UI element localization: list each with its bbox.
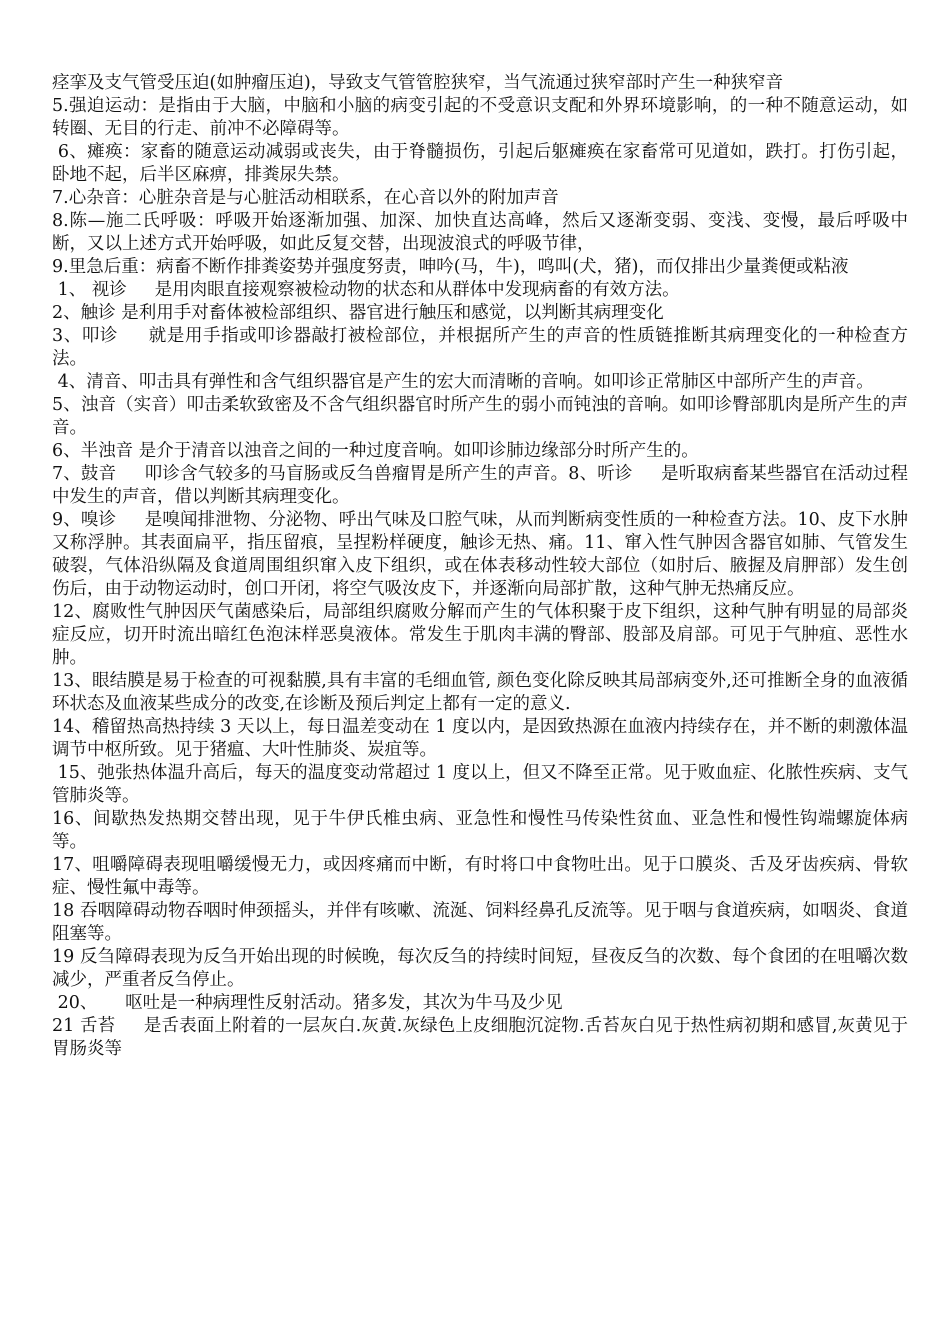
paragraph: 5.强迫运动：是指由于大脑，中脑和小脑的病变引起的不受意识支配和外界环境影响，的一种不随意运动，如转圈、无目的行走、前冲不必障碍等。: [52, 96, 908, 139]
paragraph: 5、浊音（实音）叩击柔软致密及不含气组织器官时所产生的弱小而钝浊的音响。如叩诊臀部肌肉是所产生的声音。: [52, 395, 908, 438]
paragraph: 15、弛张热体温升高后，每天的温度变动常超过 1 度以上，但又不降至正常。见于败血症、化脓性疾病、支气管肺炎等。: [52, 763, 908, 806]
paragraph: 6、半浊音 是介于清音以浊音之间的一种过度音响。如叩诊肺边缘部分时所产生的。: [52, 441, 699, 461]
paragraph: 21 舌苔 是舌表面上附着的一层灰白.灰黄.灰绿色上皮细胞沉淀物.舌苔灰白见于热性病初期和感冒,灰黄见于胃肠炎等: [52, 1016, 908, 1059]
document-body: [52, 72, 908, 1061]
paragraph: 2、触诊 是利用手对畜体被检部组织、器官进行触压和感觉，以判断其病理变化: [52, 303, 664, 323]
paragraph: 12、腐败性气肿因厌气菌感染后，局部组织腐败分解而产生的气体积聚于皮下组织，这种气肿有明显的局部炎症反应，切开时流出暗红色泡沫样恶臭液体。常发生于肌肉丰满的臀部、股部及肩部。可见于气肿疽、恶性水肿。: [52, 602, 908, 668]
paragraph: 13、眼结膜是易于检查的可视黏膜,具有丰富的毛细血管, 颜色变化除反映其局部病变外,还可推断全身的血液循环状态及血液某些成分的改变,在诊断及预后判定上都有一定的意义.: [52, 671, 908, 714]
paragraph: 9、嗅诊 是嗅闻排泄物、分泌物、呼出气味及口腔气味，从而判断病变性质的一种检查方法。10、皮下水肿又称浮肿。其表面扁平，指压留痕，呈捏粉样硬度，触诊无热、痛。11、窜入性气肿因含器官如肺、气管发生破裂，气体沿纵隔及食道周围组织窜入皮下组织，或在体表移动性较大部位（如肘后、腋握及肩胛部）发生创伤后，由于动物运动时，创口开闭，将空气吸汝皮下，并逐渐向局部扩散，这种气肿无热痛反应。: [52, 510, 908, 599]
paragraph: 9.里急后重：病畜不断作排粪姿势并强度努责，呻吟(马，牛)，鸣叫(犬，猪)，而仅排出少量粪便或粘液: [52, 257, 849, 277]
paragraph: 1、 视诊 是用肉眼直接观察被检动物的状态和从群体中发现病畜的有效方法。: [52, 280, 680, 300]
paragraph: 8.陈—施二氏呼吸：呼吸开始逐渐加强、加深、加快直达高峰，然后又逐渐变弱、变浅、变慢，最后呼吸中断，又以上述方式开始呼吸，如此反复交替，出现波浪式的呼吸节律，: [52, 211, 908, 254]
paragraph: 20、 呕吐是一种病理性反射活动。猪多发，其次为牛马及少见: [52, 993, 563, 1013]
paragraph: 7.心杂音：心脏杂音是与心脏活动相联系，在心音以外的附加声音: [52, 188, 559, 208]
paragraph: 3、叩诊 就是用手指或叩诊器敲打被检部位，并根据所产生的声音的性质链推断其病理变化的一种检查方法。: [52, 326, 908, 369]
paragraph: 4、清音、叩击具有弹性和含气组织器官是产生的宏大而清晰的音响。如叩诊正常肺区中部所产生的声音。: [52, 372, 874, 392]
paragraph: 14、稽留热高热持续 3 天以上，每日温差变动在 1 度以内，是因致热源在血液内持续存在，并不断的刺激体温调节中枢所致。见于猪瘟、大叶性肺炎、炭疽等。: [52, 717, 908, 760]
paragraph: 痉挛及支气管受压迫(如肿瘤压迫)，导致支气管管腔狭窄，当气流通过狭窄部时产生一种狭窄音: [52, 73, 784, 93]
paragraph: 7、鼓音 叩诊含气较多的马盲肠或反刍兽瘤胃是所产生的声音。8、听诊 是听取病畜某些器官在活动过程中发生的声音，借以判断其病理变化。: [52, 464, 908, 507]
paragraph: 16、间歇热发热期交替出现，见于牛伊氏椎虫病、亚急性和慢性马传染性贫血、亚急性和慢性钩端螺旋体病等。: [52, 809, 908, 852]
paragraph: 6、瘫痪：家畜的随意运动减弱或丧失，由于脊髓损伤，引起后躯瘫痪在家畜常可见道如，跌打。打伤引起，卧地不起，后半区麻痹，排粪尿失禁。: [52, 142, 908, 185]
paragraph: 19 反刍障碍表现为反刍开始出现的时候晚，每次反刍的持续时间短，昼夜反刍的次数、每个食团的在咀嚼次数减少，严重者反刍停止。: [52, 947, 908, 990]
paragraph: 18 吞咽障碍动物吞咽时伸颈摇头，并伴有咳嗽、流涎、饲料经鼻孔反流等。见于咽与食道疾病，如咽炎、食道阻塞等。: [52, 901, 908, 944]
paragraph: 17、咀嚼障碍表现咀嚼缓慢无力，或因疼痛而中断，有时将口中食物吐出。见于口膜炎、舌及牙齿疾病、骨软症、慢性氟中毒等。: [52, 855, 908, 898]
